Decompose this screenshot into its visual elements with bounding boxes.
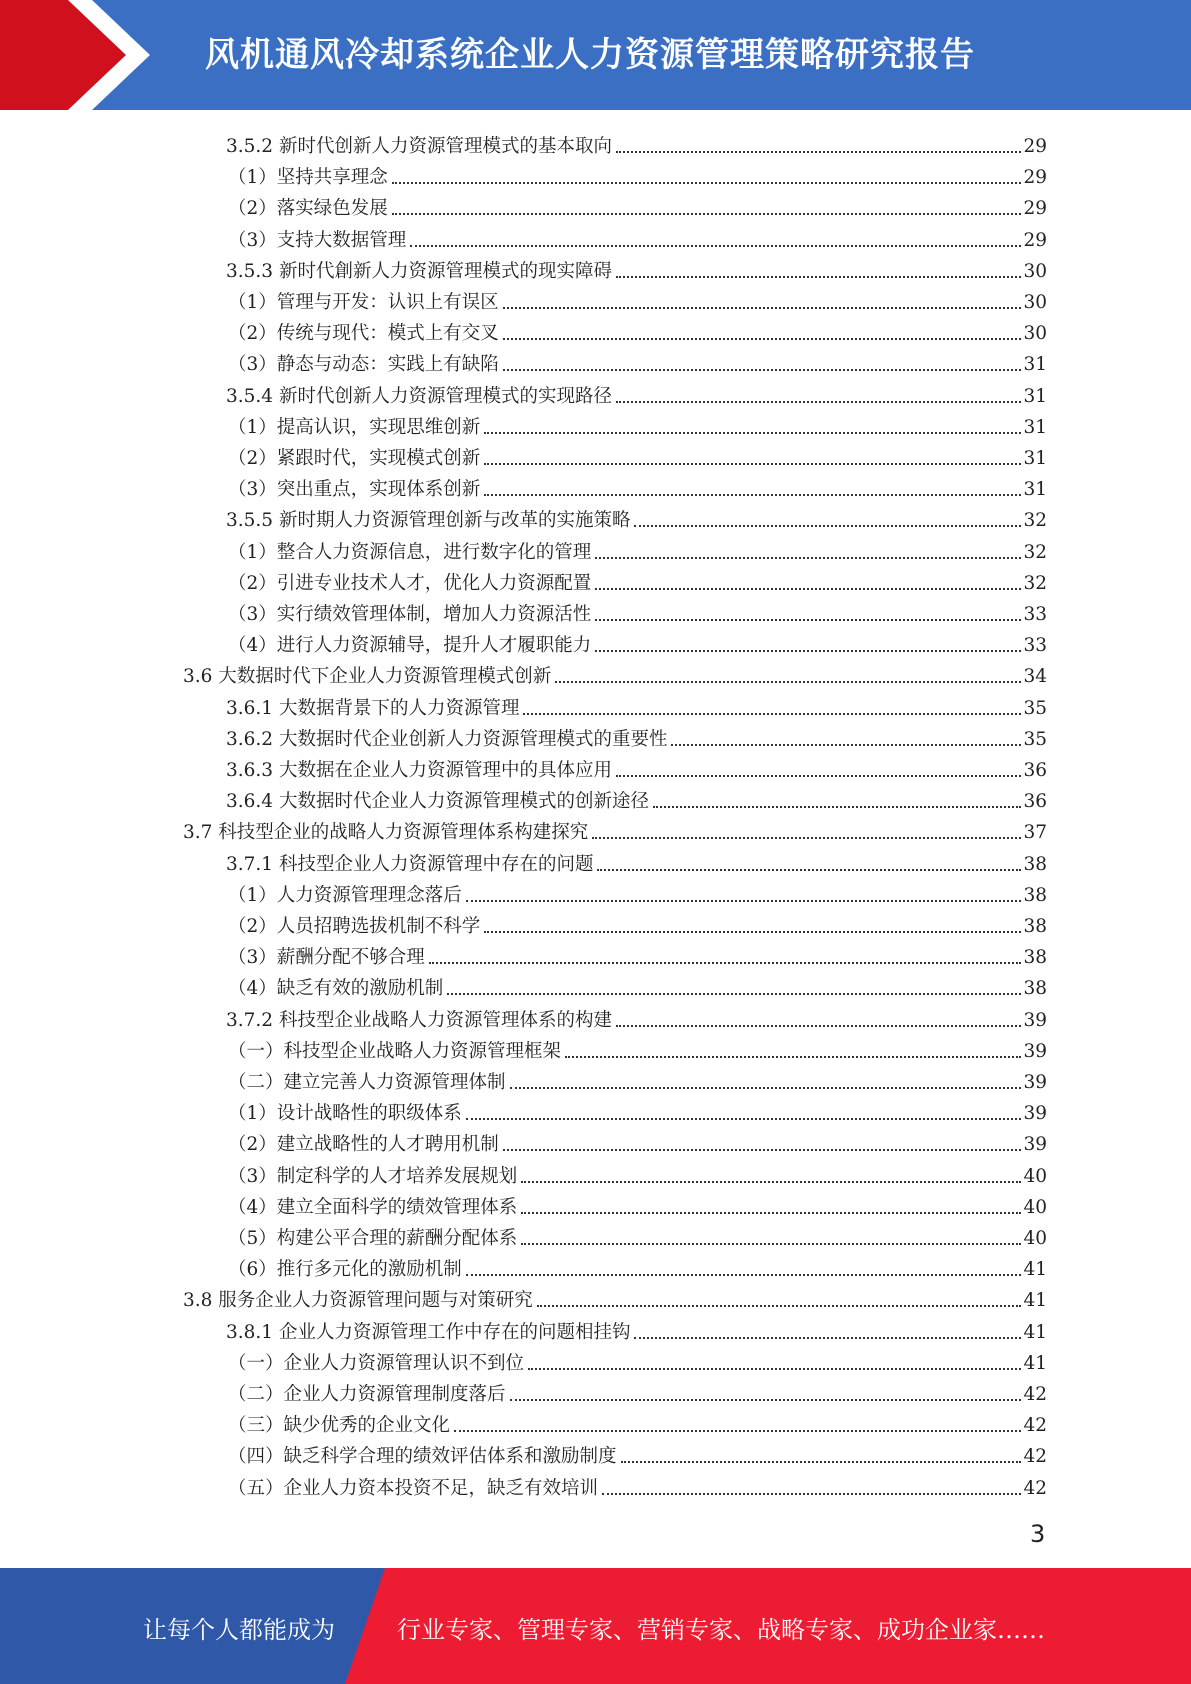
toc-entry-page: 32 — [1023, 572, 1047, 594]
footer-slogan-right: 行业专家、管理专家、营销专家、战略专家、成功企业家…… — [397, 1616, 1045, 1644]
toc-entry-page: 32 — [1023, 510, 1047, 532]
toc-dot-leader — [454, 1430, 1021, 1432]
toc-entry[interactable] — [228, 1033, 1047, 1064]
toc-entry-page: 30 — [1023, 292, 1047, 313]
toc-entry-title: 3.8 服务企业人力资源管理问题与对策研究 — [183, 1290, 533, 1312]
toc-entry[interactable] — [228, 534, 1047, 565]
toc-dot-leader — [484, 931, 1021, 933]
toc-entry-page: 40 — [1023, 1165, 1047, 1187]
toc-entry-page: 38 — [1023, 978, 1047, 1000]
toc-dot-leader — [503, 1149, 1022, 1151]
toc-dot-leader — [410, 245, 1021, 247]
toc-entry[interactable] — [228, 190, 1047, 221]
toc-entry-page: 41 — [1023, 1259, 1047, 1281]
toc-entry-title: 3.6.2 大数据时代企业创新人力资源管理模式的重要性 — [226, 728, 668, 750]
toc-dot-leader — [616, 775, 1021, 777]
toc-entry-page: 39 — [1023, 1072, 1047, 1093]
toc-dot-leader — [555, 681, 1021, 683]
toc-entry-title: （2）人员招聘选拔机制不科学 — [228, 916, 481, 937]
toc-dot-leader — [595, 588, 1021, 590]
toc-entry[interactable] — [228, 1376, 1047, 1407]
toc-entry-title: （2）建立战略性的人才聘用机制 — [228, 1134, 499, 1156]
toc-entry-page: 39 — [1023, 1040, 1047, 1062]
toc-entry[interactable] — [226, 846, 1047, 877]
toc-dot-leader — [521, 1243, 1021, 1245]
toc-dot-leader — [597, 869, 1021, 871]
toc-entry[interactable] — [183, 658, 1047, 689]
toc-entry[interactable] — [226, 783, 1047, 814]
toc-entry-title: （3）制定科学的人才培养发展规划 — [228, 1165, 518, 1187]
toc-entry[interactable] — [228, 1470, 1047, 1501]
toc-dot-leader — [484, 463, 1021, 465]
toc-entry[interactable] — [226, 690, 1047, 721]
toc-dot-leader — [653, 806, 1021, 808]
toc-dot-leader — [592, 837, 1021, 839]
toc-entry-title: 3.6.4 大数据时代企业人力资源管理模式的创新途径 — [226, 791, 649, 813]
toc-dot-leader — [429, 962, 1022, 964]
toc-entry-page: 35 — [1023, 697, 1047, 719]
toc-entry[interactable] — [228, 409, 1047, 440]
toc-entry[interactable] — [228, 565, 1047, 596]
toc-entry[interactable] — [226, 1002, 1047, 1033]
toc-entry[interactable] — [228, 908, 1047, 939]
toc-entry-title: （五）企业人力资本投资不足，缺乏有效培训 — [228, 1477, 599, 1499]
toc-entry-page: 41 — [1023, 1352, 1047, 1374]
toc-entry-title: （2）紧跟时代，实现模式创新 — [228, 448, 481, 469]
toc-entry[interactable] — [228, 596, 1047, 627]
toc-dot-leader — [521, 1212, 1021, 1214]
toc-entry-title: （一）企业人力资源管理认识不到位 — [228, 1352, 525, 1374]
toc-entry[interactable] — [228, 1438, 1047, 1469]
toc-entry-page: 29 — [1023, 229, 1047, 251]
toc-entry-title: （3）实行绩效管理体制，增加人力资源活性 — [228, 604, 592, 625]
toc-entry-title: （3）突出重点，实现体系创新 — [228, 479, 481, 501]
toc-entry-title: 3.8.1 企业人力资源管理工作中存在的问题相挂钩 — [226, 1321, 631, 1343]
toc-entry-page: 40 — [1023, 1196, 1047, 1218]
toc-entry-title: （2）传统与现代：模式上有交叉 — [228, 323, 499, 345]
toc-entry-title: （4）建立全面科学的绩效管理体系 — [228, 1196, 518, 1218]
toc-entry[interactable] — [228, 284, 1047, 315]
toc-dot-leader — [595, 650, 1021, 652]
toc-dot-leader — [537, 1305, 1022, 1307]
toc-entry[interactable] — [228, 471, 1047, 502]
toc-entry[interactable] — [226, 378, 1047, 409]
toc-entry-title: 3.7 科技型企业的战略人力资源管理体系构建探究 — [183, 822, 589, 844]
toc-dot-leader — [616, 276, 1021, 278]
toc-dot-leader — [616, 151, 1021, 153]
toc-dot-leader — [602, 1493, 1021, 1495]
toc-dot-leader — [521, 1181, 1021, 1183]
toc-entry-page: 31 — [1023, 385, 1047, 407]
toc-entry-title: （2）落实绿色发展 — [228, 198, 388, 220]
toc-dot-leader — [510, 1399, 1022, 1401]
toc-dot-leader — [671, 744, 1021, 746]
toc-dot-leader — [447, 993, 1021, 995]
toc-entry[interactable] — [228, 939, 1047, 970]
toc-entry-page: 39 — [1023, 1103, 1047, 1125]
toc-entry-title: （1）整合人力资源信息，进行数字化的管理 — [228, 541, 592, 563]
toc-entry[interactable] — [183, 1282, 1047, 1313]
toc-entry-page: 36 — [1023, 791, 1047, 813]
toc-entry-page: 39 — [1023, 1009, 1047, 1031]
toc-entry[interactable] — [226, 721, 1047, 752]
toc-dot-leader — [466, 900, 1022, 902]
toc-entry-page: 42 — [1023, 1477, 1047, 1499]
toc-dot-leader — [616, 401, 1021, 403]
page-number: 3 — [1030, 1520, 1046, 1548]
toc-dot-leader — [621, 1461, 1022, 1463]
toc-entry-page: 31 — [1023, 416, 1047, 438]
toc-entry[interactable] — [228, 1189, 1047, 1220]
toc-entry-title: （四）缺乏科学合理的绩效评估体系和激励制度 — [228, 1446, 617, 1468]
toc-entry-page: 30 — [1023, 260, 1047, 282]
toc-entry-page: 29 — [1023, 136, 1047, 157]
toc-entry-page: 35 — [1023, 728, 1047, 750]
toc-entry[interactable] — [228, 1220, 1047, 1251]
toc-dot-leader — [484, 494, 1021, 496]
toc-entry-page: 41 — [1023, 1290, 1047, 1312]
toc-entry[interactable] — [228, 1251, 1047, 1282]
toc-entry-page: 34 — [1023, 666, 1047, 688]
toc-entry[interactable] — [228, 627, 1047, 658]
toc-entry-title: （1）提高认识，实现思维创新 — [228, 416, 481, 438]
toc-entry[interactable] — [228, 159, 1047, 190]
toc-entry[interactable] — [226, 128, 1047, 159]
toc-entry-title: 3.5.5 新时期人力资源管理创新与改革的实施策略 — [226, 510, 631, 532]
toc-entry-title: （1）管理与开发：认识上有误区 — [228, 292, 499, 313]
toc-entry[interactable] — [228, 1095, 1047, 1126]
toc-dot-leader — [466, 1118, 1022, 1120]
toc-entry-title: （3）薪酬分配不够合理 — [228, 947, 425, 969]
toc-entry[interactable] — [226, 502, 1047, 533]
toc-entry-title: （二）建立完善人力资源管理体制 — [228, 1072, 506, 1093]
toc-entry-page: 42 — [1023, 1446, 1047, 1468]
toc-entry-page: 41 — [1023, 1321, 1047, 1343]
toc-entry-page: 40 — [1023, 1228, 1047, 1249]
toc-entry-title: 3.6.1 大数据背景下的人力资源管理 — [226, 697, 520, 719]
toc-entry-page: 36 — [1023, 760, 1047, 781]
toc-entry-title: （1）坚持共享理念 — [228, 167, 388, 189]
toc-entry-title: （3）支持大数据管理 — [228, 229, 407, 251]
toc-entry-title: （一）科技型企业战略人力资源管理框架 — [228, 1040, 562, 1062]
toc-entry-title: 3.7.2 科技型企业战略人力资源管理体系的构建 — [226, 1009, 612, 1031]
toc-entry-title: （4）缺乏有效的激励机制 — [228, 978, 444, 1000]
toc-dot-leader — [392, 213, 1022, 215]
toc-entry-title: （三）缺少优秀的企业文化 — [228, 1415, 451, 1437]
toc-entry-title: 3.6.3 大数据在企业人力资源管理中的具体应用 — [226, 760, 612, 781]
toc-entry-title: 3.5.3 新时代創新人力资源管理模式的现实障碍 — [226, 260, 612, 282]
toc-dot-leader — [503, 369, 1022, 371]
toc-entry[interactable] — [228, 877, 1047, 908]
toc-entry-title: （1）人力资源管理理念落后 — [228, 884, 462, 906]
toc-dot-leader — [523, 713, 1021, 715]
toc-dot-leader — [595, 557, 1021, 559]
toc-entry-title: （2）引进专业技术人才，优化人力资源配置 — [228, 572, 592, 594]
toc-entry-title: （4）进行人力资源辅导，提升人才履职能力 — [228, 635, 592, 657]
toc-entry-page: 38 — [1023, 916, 1047, 937]
toc-entry[interactable] — [226, 253, 1047, 284]
report-title: 风机通风冷却系统企业人力资源管理策略研究报告 — [205, 35, 975, 75]
toc-entry[interactable] — [183, 814, 1047, 845]
toc-entry-title: 3.5.2 新时代创新人力资源管理模式的基本取向 — [226, 136, 612, 157]
toc-dot-leader — [595, 619, 1021, 621]
toc-entry-page: 42 — [1023, 1384, 1047, 1405]
toc-dot-leader — [503, 338, 1022, 340]
toc-entry-page: 38 — [1023, 853, 1047, 875]
toc-entry-title: （3）静态与动态：实践上有缺陷 — [228, 354, 499, 376]
toc-entry-page: 33 — [1023, 635, 1047, 657]
toc-entry-page: 29 — [1023, 198, 1047, 220]
toc-entry-title: （二）企业人力资源管理制度落后 — [228, 1384, 506, 1405]
toc-dot-leader — [484, 432, 1021, 434]
toc-entry[interactable] — [228, 315, 1047, 346]
toc-entry-page: 31 — [1023, 354, 1047, 376]
toc-entry-page: 38 — [1023, 884, 1047, 906]
toc-entry[interactable] — [228, 1064, 1047, 1095]
page-header — [0, 0, 1191, 110]
footer-slogan-left: 让每个人都能成为 — [143, 1616, 335, 1644]
toc-entry-title: （1）设计战略性的职级体系 — [228, 1103, 462, 1125]
toc-dot-leader — [634, 1337, 1021, 1339]
toc-dot-leader — [466, 1274, 1022, 1276]
toc-entry[interactable] — [228, 970, 1047, 1001]
toc-entry[interactable] — [228, 440, 1047, 471]
toc-dot-leader — [634, 525, 1021, 527]
toc-entry-title: 3.6 大数据时代下企业人力资源管理模式创新 — [183, 666, 552, 688]
page-footer — [0, 1568, 1191, 1684]
toc-entry-title: 3.7.1 科技型企业人力资源管理中存在的问题 — [226, 853, 594, 875]
toc-entry-page: 30 — [1023, 323, 1047, 345]
toc-entry[interactable] — [228, 1126, 1047, 1157]
toc-entry[interactable] — [228, 346, 1047, 377]
toc-entry-page: 31 — [1023, 479, 1047, 501]
toc-dot-leader — [616, 1025, 1021, 1027]
toc-entry-page: 37 — [1023, 822, 1047, 844]
toc-entry-page: 31 — [1023, 448, 1047, 469]
toc-dot-leader — [503, 307, 1022, 309]
toc-entry-title: （6）推行多元化的激励机制 — [228, 1259, 462, 1281]
toc-entry-page: 39 — [1023, 1134, 1047, 1156]
toc-entry[interactable] — [228, 222, 1047, 253]
toc-dot-leader — [510, 1087, 1022, 1089]
toc-entry-title: （5）构建公平合理的薪酬分配体系 — [228, 1228, 518, 1249]
toc-entry[interactable] — [226, 1314, 1047, 1345]
toc-entry[interactable] — [228, 1345, 1047, 1376]
toc-entry-page: 32 — [1023, 541, 1047, 563]
toc-entry[interactable] — [228, 1158, 1047, 1189]
toc-entry-title: 3.5.4 新时代创新人力资源管理模式的实现路径 — [226, 385, 612, 407]
toc-entry-page: 42 — [1023, 1415, 1047, 1437]
toc-entry-page: 33 — [1023, 604, 1047, 625]
toc-dot-leader — [528, 1368, 1021, 1370]
toc-dot-leader — [565, 1056, 1021, 1058]
toc-dot-leader — [392, 182, 1022, 184]
toc-entry[interactable] — [228, 1407, 1047, 1438]
toc-entry[interactable] — [226, 752, 1047, 783]
toc-entry-page: 29 — [1023, 167, 1047, 189]
toc-entry-page: 38 — [1023, 947, 1047, 969]
